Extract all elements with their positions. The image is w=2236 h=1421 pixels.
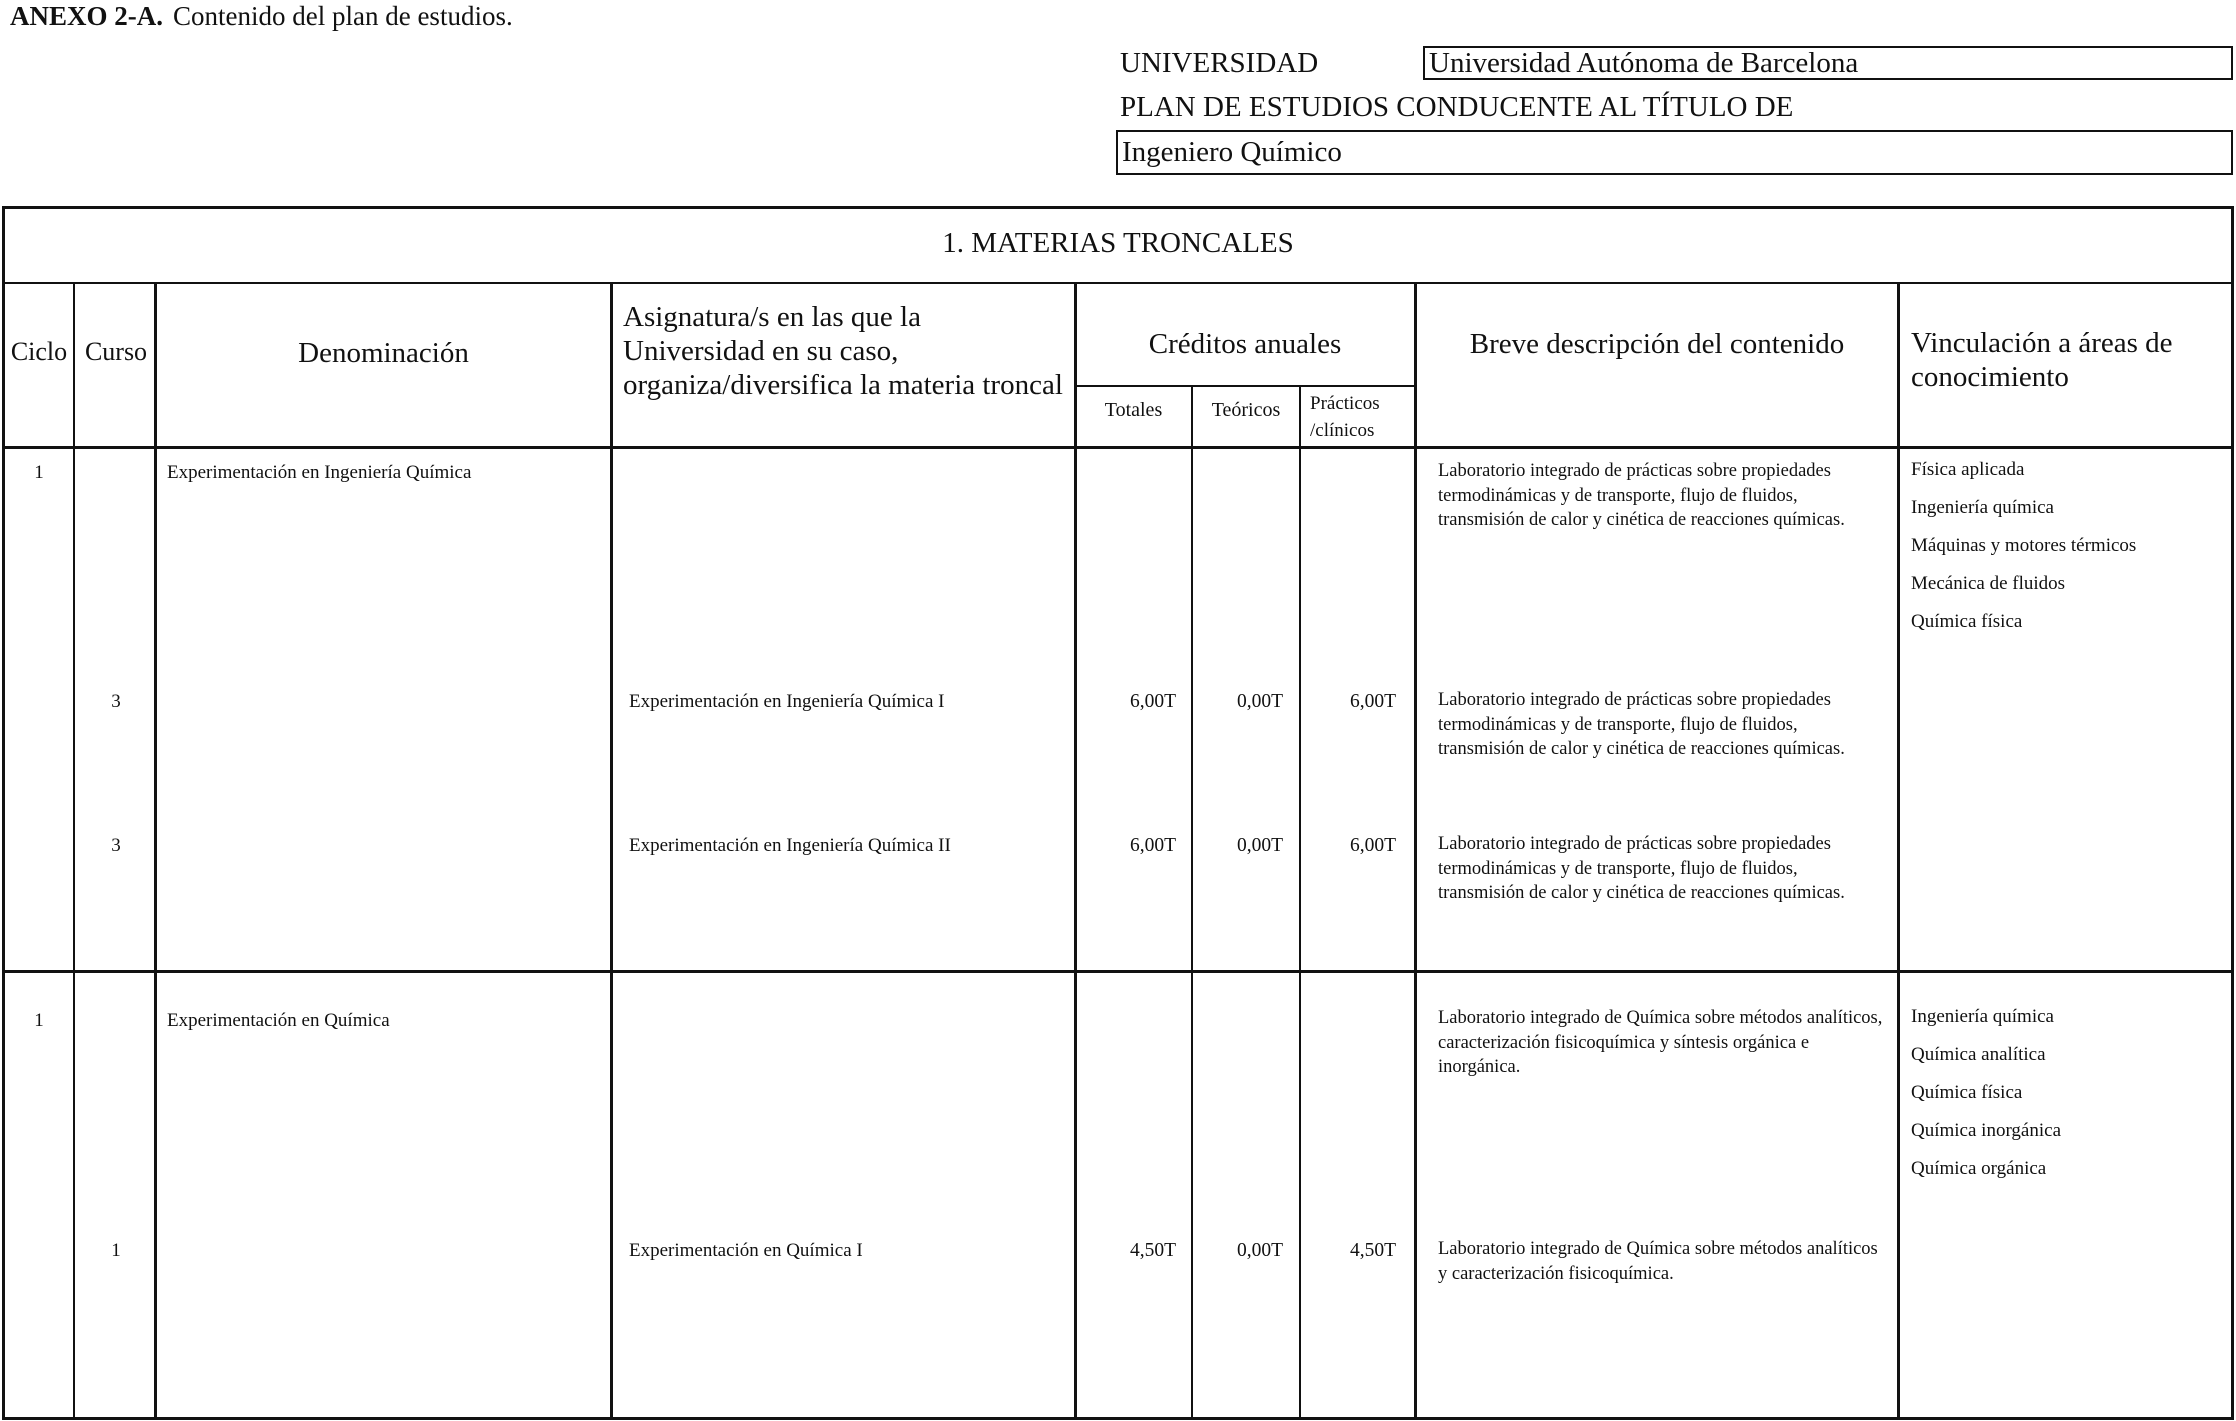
area-item: Ingeniería química <box>1911 497 2054 518</box>
area-item: Ingeniería química <box>1911 1006 2054 1027</box>
degree-value: Ingeniero Químico <box>1122 136 1342 168</box>
area-item: Química analítica <box>1911 1044 2046 1065</box>
creditos-subheader-divider <box>1075 385 1415 387</box>
row-totales: 6,00T <box>1129 691 1176 712</box>
row-descripcion: Laboratorio integrado de prácticas sobre propiedades termodinámicas y de transporte, flujo de fluidos, transmisión de calor y cinética de reacciones químicas. <box>1438 690 1845 759</box>
annex-label: ANEXO 2-A. <box>10 1 163 31</box>
col-header-denominacion: Denominación <box>298 337 469 369</box>
col-header-vinculacion: Vinculación a áreas de conocimiento <box>1911 327 2173 393</box>
group-ciclo: 1 <box>34 1010 44 1031</box>
row-totales: 6,00T <box>1129 835 1176 856</box>
row-teoricos: 0,00T <box>1236 835 1283 856</box>
group-ciclo: 1 <box>34 462 44 483</box>
col-header-teoricos: Teóricos <box>1211 399 1281 421</box>
row-curso: 1 <box>111 1240 121 1261</box>
col-divider-denominacion <box>610 282 613 1420</box>
row-teoricos: 0,00T <box>1236 691 1283 712</box>
row-curso: 3 <box>111 691 121 712</box>
col-divider-descripcion <box>1897 282 1900 1420</box>
row-totales: 4,50T <box>1129 1240 1176 1261</box>
university-label: UNIVERSIDAD <box>1120 47 1319 79</box>
row-practicos: 6,00T <box>1349 835 1396 856</box>
annex-title <box>10 0 513 32</box>
col-header-asignatura: Asignatura/s en las que la Universidad en su caso, organiza/diversifica la materia troncal <box>623 301 1063 401</box>
col-header-totales: Totales <box>1104 399 1163 421</box>
group-denominacion: Experimentación en Química <box>167 1010 390 1031</box>
area-item: Química inorgánica <box>1911 1120 2062 1141</box>
row-asignatura: Experimentación en Ingeniería Química I <box>629 691 945 712</box>
university-field <box>1423 46 2233 80</box>
col-header-creditos: Créditos anuales <box>1148 328 1342 360</box>
col-divider-totales <box>1191 385 1193 1420</box>
row-teoricos: 0,00T <box>1236 1240 1283 1261</box>
col-header-descripcion: Breve descripción del contenido <box>1469 328 1845 360</box>
group-denominacion: Experimentación en Ingeniería Química <box>167 462 472 483</box>
section-title: 1. MATERIAS TRONCALES <box>942 227 1294 259</box>
plan-label: PLAN DE ESTUDIOS CONDUCENTE AL TÍTULO DE <box>1120 91 1794 123</box>
row-asignatura: Experimentación en Química I <box>629 1240 863 1261</box>
col-header-ciclo: Ciclo <box>10 337 68 366</box>
group-descripcion: Laboratorio integrado de Química sobre métodos analíticos, caracterización fisicoquímica y síntesis orgánica e inorgánica. <box>1438 1008 1883 1077</box>
area-item: Química física <box>1911 1082 2023 1103</box>
group-areas <box>1911 998 2231 1188</box>
row-descripcion: Laboratorio integrado de prácticas sobre propiedades termodinámicas y de transporte, flujo de fluidos, transmisión de calor y cinética de reacciones químicas. <box>1438 834 1845 903</box>
col-divider-practicos <box>1414 282 1417 1420</box>
university-value: Universidad Autónoma de Barcelona <box>1429 47 1859 79</box>
annex-text: Contenido del plan de estudios. <box>173 1 513 31</box>
row-practicos: 6,00T <box>1349 691 1396 712</box>
row-descripcion: Laboratorio integrado de Química sobre métodos analíticos y caracterización fisicoquímica. <box>1438 1239 1878 1284</box>
area-item: Química orgánica <box>1911 1158 2047 1179</box>
area-item: Química física <box>1911 611 2023 632</box>
degree-field <box>1116 130 2233 175</box>
row-curso: 3 <box>111 835 121 856</box>
area-item: Mecánica de fluidos <box>1911 573 2066 594</box>
col-header-curso: Curso <box>84 337 148 366</box>
row-practicos: 4,50T <box>1349 1240 1396 1261</box>
group-areas <box>1911 451 2231 641</box>
group-descripcion: Laboratorio integrado de prácticas sobre propiedades termodinámicas y de transporte, flujo de fluidos, transmisión de calor y cinética de reacciones químicas. <box>1438 461 1845 530</box>
col-divider-ciclo <box>73 282 75 1420</box>
col-divider-teoricos <box>1299 385 1301 1420</box>
area-item: Física aplicada <box>1911 459 2025 480</box>
col-header-practicos: Prácticos /clínicos <box>1310 393 1380 441</box>
area-item: Máquinas y motores térmicos <box>1911 535 2137 556</box>
row-asignatura: Experimentación en Ingeniería Química II <box>629 835 951 856</box>
